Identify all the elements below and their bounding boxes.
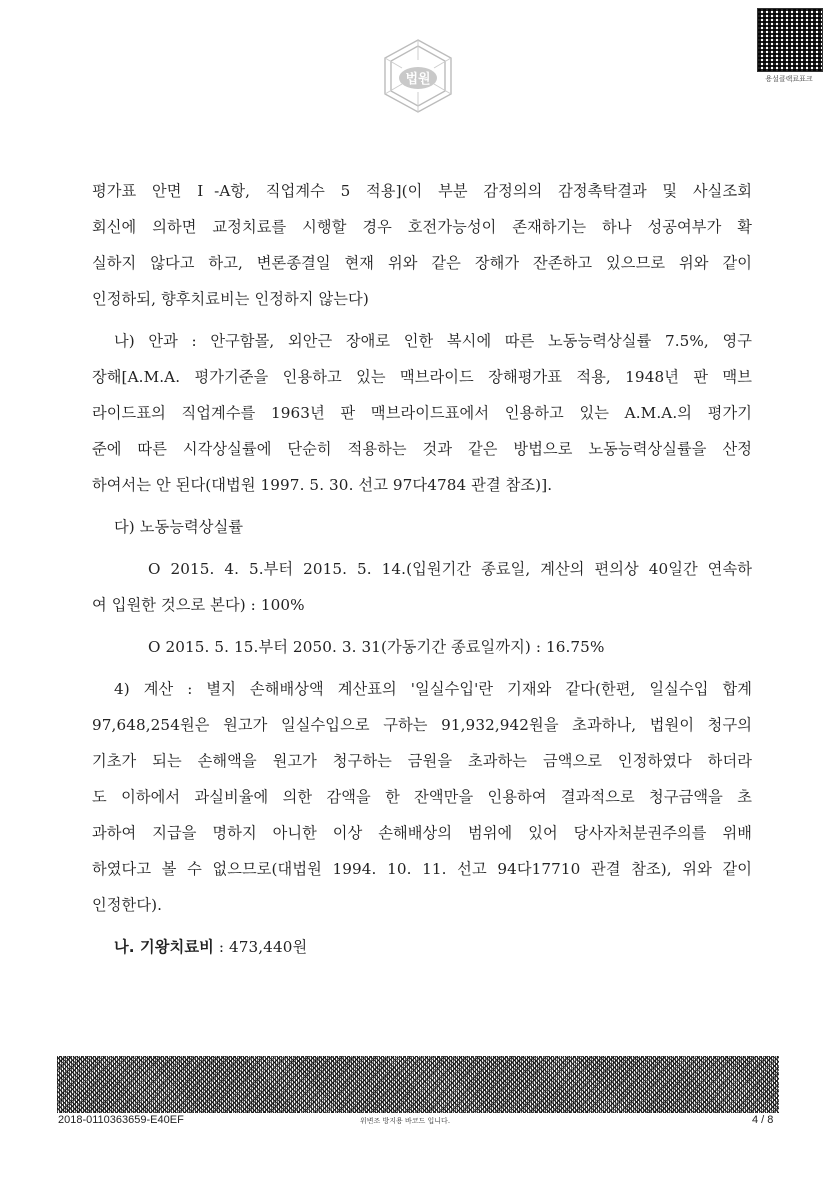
anti-forgery-barcode [57, 1056, 779, 1113]
document-body [92, 173, 752, 965]
body-line: 인정한다). [92, 896, 163, 914]
body-line: 기초가 되는 손해액을 원고가 청구하는 금원을 초과하는 금액으로 인정하였다 하더라 [92, 752, 752, 770]
body-line: 도 이하에서 과실비율에 의한 감액을 한 잔액만을 인용하여 결과적으로 청구금액을 초 [92, 788, 752, 806]
body-line: 여 입원한 것으로 본다) : 100% [92, 596, 305, 614]
section-heading-line [92, 929, 752, 965]
body-line: 하였다고 볼 수 없으므로(대법원 1994. 10. 11. 선고 94다17710 관결 참조), 위와 같이 [92, 860, 752, 878]
body-line: 회신에 의하면 교정치료를 시행할 경우 호전가능성이 존재하기는 하나 성공여부가 확 [92, 218, 752, 236]
body-line: 다) 노동능력상실률 [114, 518, 244, 536]
body-line: O 2015. 5. 15.부터 2050. 3. 31(가동기간 종료일까지) : 16.75% [148, 638, 605, 656]
body-line: 라이드표의 직업계수를 1963년 판 맥브라이드표에서 인용하고 있는 A.M.A.의 평가기 [92, 404, 752, 422]
body-line: 과하여 지급을 명하지 아니한 이상 손해배상의 범위에 있어 당사자처분권주의를 위배 [92, 824, 752, 842]
body-line: 평가표 안면 Ⅰ-A항, 직업계수 5 적용](이 부분 감정의의 감정촉탁결과 및 사실조회 [92, 182, 752, 200]
document-code: 2018-0110363659-E40EF [58, 1114, 184, 1126]
body-line: 97,648,254원은 원고가 일실수입으로 구하는 91,932,942원을 초과하나, 법원이 청구의 [92, 716, 752, 734]
emblem-text: 법원 [405, 72, 431, 87]
section-heading: 나. 기왕치료비 [114, 938, 214, 956]
body-line: 하여서는 안 된다(대법원 1997. 5. 30. 선고 97다4784 관결 참조)]. [92, 476, 553, 494]
body-line: 장해[A.M.A. 평가기준을 인용하고 있는 맥브라이드 장해평가표 적용, 1948년 판 맥브 [92, 368, 752, 386]
page-number: 4 / 8 [752, 1114, 774, 1126]
body-line: 준에 따른 시각상실률에 단순히 적용하는 것과 같은 방법으로 노동능력상실률을 산정 [92, 440, 752, 458]
section-value: : 473,440원 [213, 938, 308, 956]
body-line: 실하지 않다고 하고, 변론종결일 현재 위와 같은 장해가 잔존하고 있으므로 위와 같이 [92, 254, 752, 272]
qr-caption: 용설클랙료표크 [765, 75, 813, 83]
court-emblem-icon [378, 36, 458, 116]
body-line: 나) 안과 : 안구함몰, 외안근 장애로 인한 복시에 따른 노동능력상실률 7.5%, 영구 [114, 332, 752, 350]
body-line: 4) 계산 : 별지 손해배상액 계산표의 '일실수입'란 기재와 같다(한편, 일실수입 합계 [114, 680, 752, 698]
body-line: O 2015. 4. 5.부터 2015. 5. 14.(입원기간 종료일, 계산의 편의상 40일간 연속하 [148, 560, 752, 578]
barcode-note: 위변조 방지용 바코드 입니다. [360, 1117, 451, 1125]
qr-code [757, 8, 823, 72]
body-line: 인정하되, 향후치료비는 인정하지 않는다) [92, 290, 369, 308]
